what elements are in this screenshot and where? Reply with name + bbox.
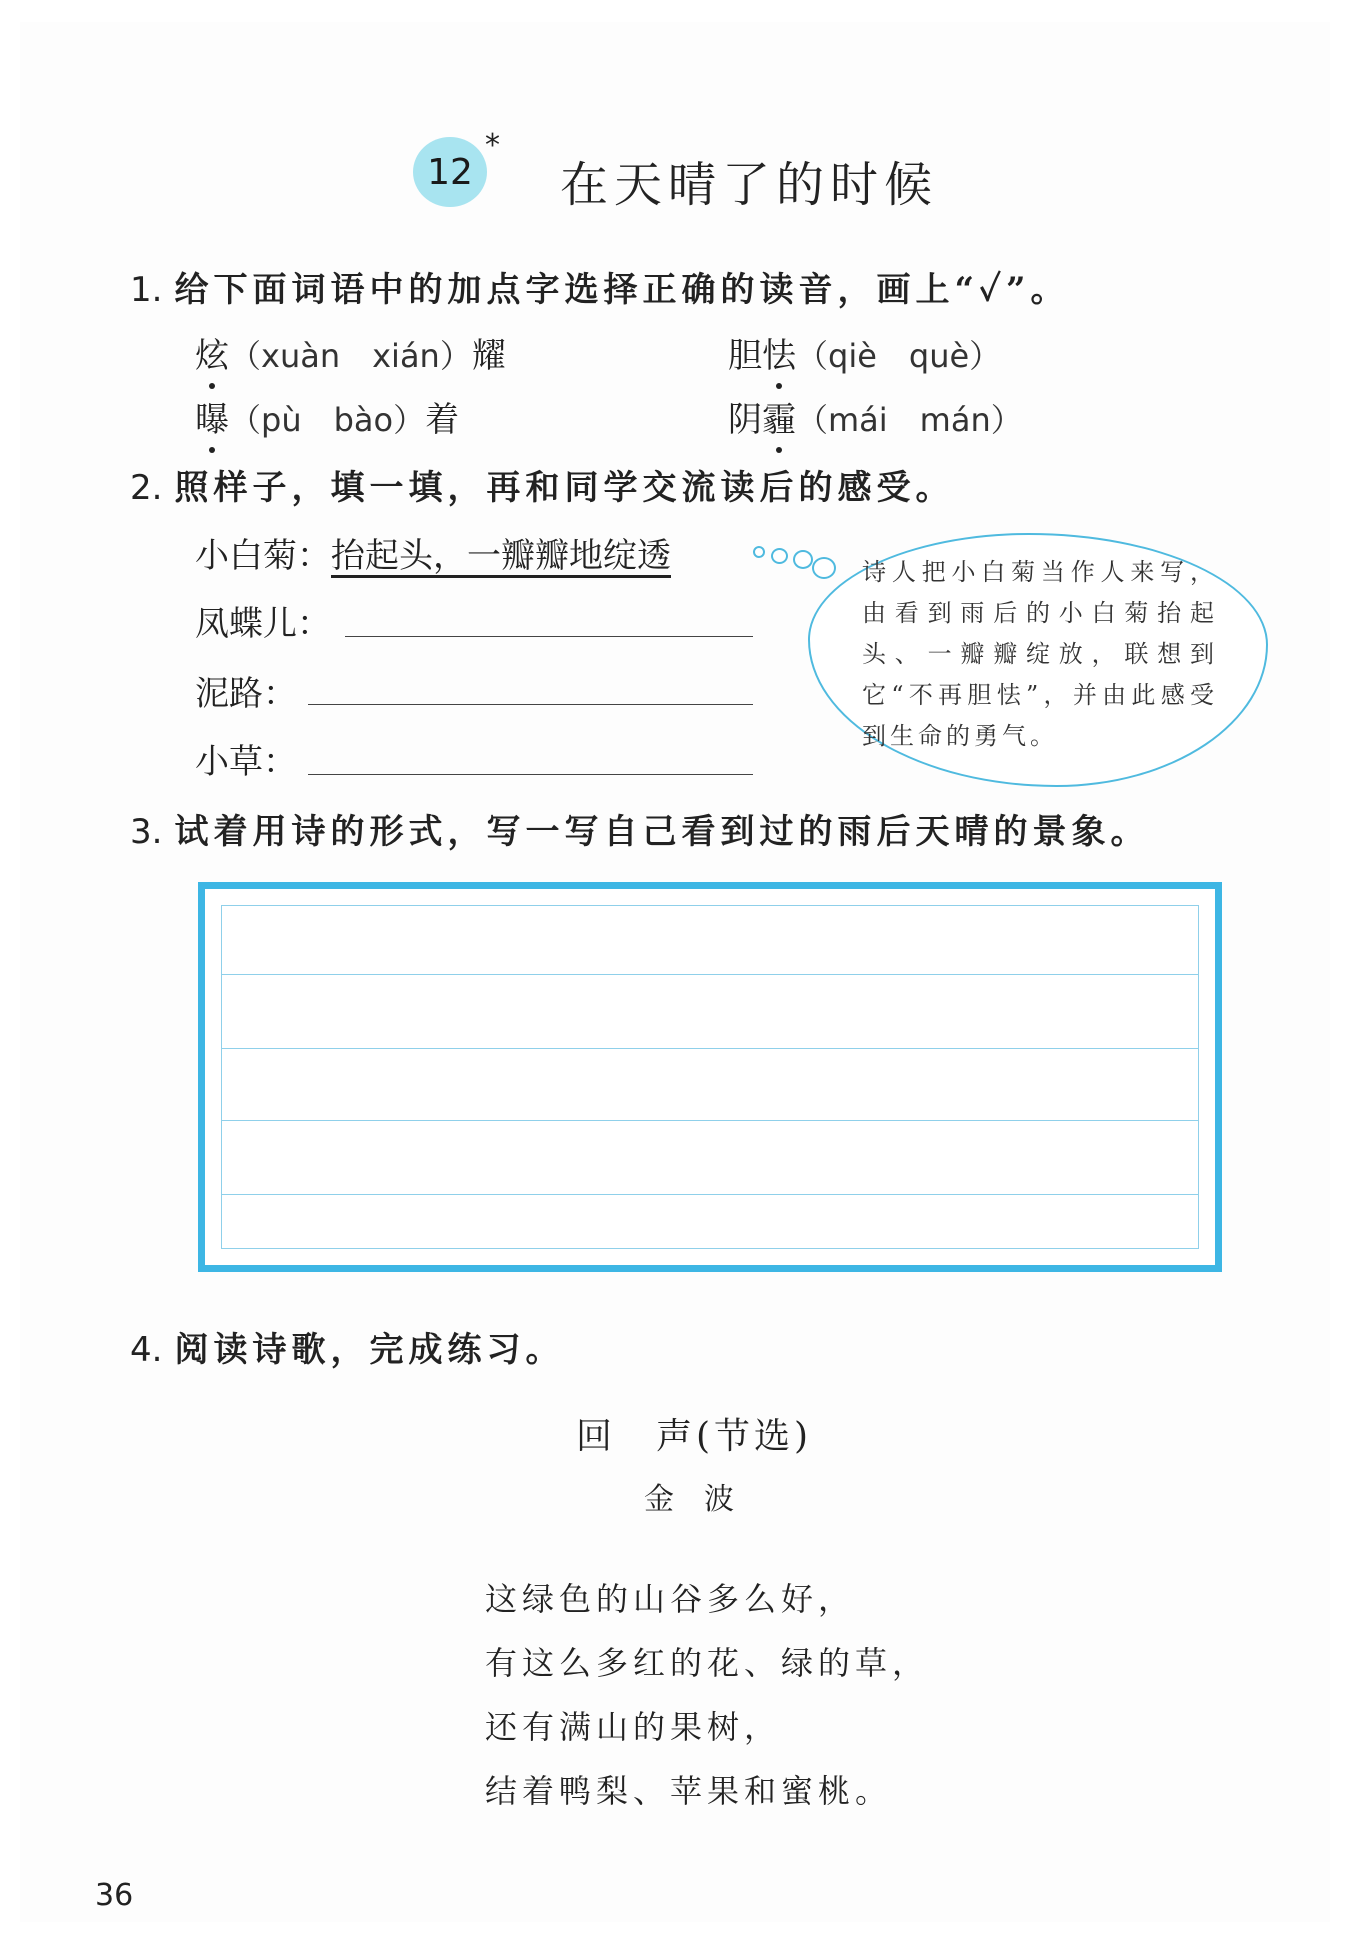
- writing-line: [222, 1194, 1198, 1195]
- poem-line: 这绿色的山谷多么好，: [485, 1580, 856, 1618]
- q2-blank-3-line[interactable]: [308, 774, 753, 775]
- q1-item-4-pre: 阴: [728, 400, 762, 440]
- page-number: 36: [95, 1878, 134, 1913]
- q1-item-2-dotted-char: 怯: [762, 328, 796, 377]
- question-2-prompt: [130, 460, 954, 509]
- poem-line: 结着鸭梨、苹果和蜜桃。: [485, 1772, 893, 1810]
- question-2-text: 照样子，填一填，再和同学交流读后的感受。: [174, 468, 955, 508]
- writing-area[interactable]: [221, 905, 1199, 1249]
- q1-item-1-dotted-char: 炫: [195, 328, 229, 377]
- lesson-title: 在天晴了的时候: [560, 157, 939, 213]
- q1-item-1-rest: 耀: [471, 336, 506, 376]
- question-3-text: 试着用诗的形式，写一写自己看到过的雨后天晴的景象。: [174, 812, 1150, 852]
- q1-item-2: [728, 328, 1001, 377]
- poem-title: 回 声(节选): [576, 1416, 813, 1457]
- bubble-trail-dot: [753, 546, 765, 558]
- question-1-prompt: [130, 262, 1070, 311]
- q1-item-4: [728, 392, 1023, 441]
- q2-example-answer: 抬起头，一瓣瓣地绽透: [331, 536, 671, 576]
- q1-item-3-pinyin-options[interactable]: （pù bào）: [229, 401, 426, 439]
- poem-author: 金 波: [644, 1482, 734, 1517]
- poem-writing-box[interactable]: [198, 882, 1222, 1272]
- q2-blank-2-line[interactable]: [308, 704, 753, 705]
- poem-line: 有这么多红的花、绿的草，: [485, 1644, 930, 1682]
- question-1-text: 给下面词语中的加点字选择正确的读音，画上“✓”。: [174, 270, 1070, 310]
- q1-item-3-rest: 着: [425, 400, 460, 440]
- question-3-number: 3.: [130, 812, 163, 852]
- q2-blank-1-line[interactable]: [345, 636, 753, 637]
- lesson-star: *: [485, 128, 500, 163]
- q1-item-1: [195, 328, 506, 377]
- bubble-trail-dot: [812, 557, 836, 579]
- writing-line: [222, 974, 1198, 975]
- tip-bubble-text: 诗人把小白菊当作人来写，由看到雨后的小白菊抬起头、一瓣瓣绽放，联想到它“不再胆怯”，并由此感受到生命的勇气。: [862, 558, 1218, 750]
- writing-line: [222, 1120, 1198, 1121]
- q1-item-3-dotted-char: 曝: [195, 392, 229, 441]
- q1-item-4-pinyin-options[interactable]: （mái mán）: [796, 401, 1023, 439]
- writing-line: [222, 1048, 1198, 1049]
- q2-blank-2-label: 泥路：: [195, 674, 297, 714]
- q2-example-label: 小白菊：: [195, 536, 331, 576]
- q1-item-2-pre: 胆: [728, 336, 762, 376]
- q2-blank-3-label: 小草：: [195, 742, 297, 782]
- question-1-number: 1.: [130, 270, 163, 310]
- question-4-text: 阅读诗歌，完成练习。: [174, 1330, 565, 1370]
- question-3-prompt: [130, 804, 1149, 853]
- q2-blank-1-label: 凤蝶儿：: [195, 604, 331, 644]
- poem-line: 还有满山的果树，: [485, 1708, 782, 1746]
- question-4-prompt: [130, 1322, 564, 1371]
- question-4-number: 4.: [130, 1330, 163, 1370]
- bubble-trail-dot: [771, 548, 788, 564]
- q1-item-3: [195, 392, 459, 441]
- q1-item-4-dotted-char: 霾: [762, 392, 796, 441]
- q1-item-1-pinyin-options[interactable]: （xuàn xián）: [229, 337, 472, 375]
- lesson-number-badge: 12: [413, 137, 487, 207]
- q2-example: [195, 528, 671, 577]
- question-2-number: 2.: [130, 468, 163, 508]
- q1-item-2-pinyin-options[interactable]: （qiè què）: [796, 337, 1002, 375]
- bubble-trail-dot: [793, 550, 813, 569]
